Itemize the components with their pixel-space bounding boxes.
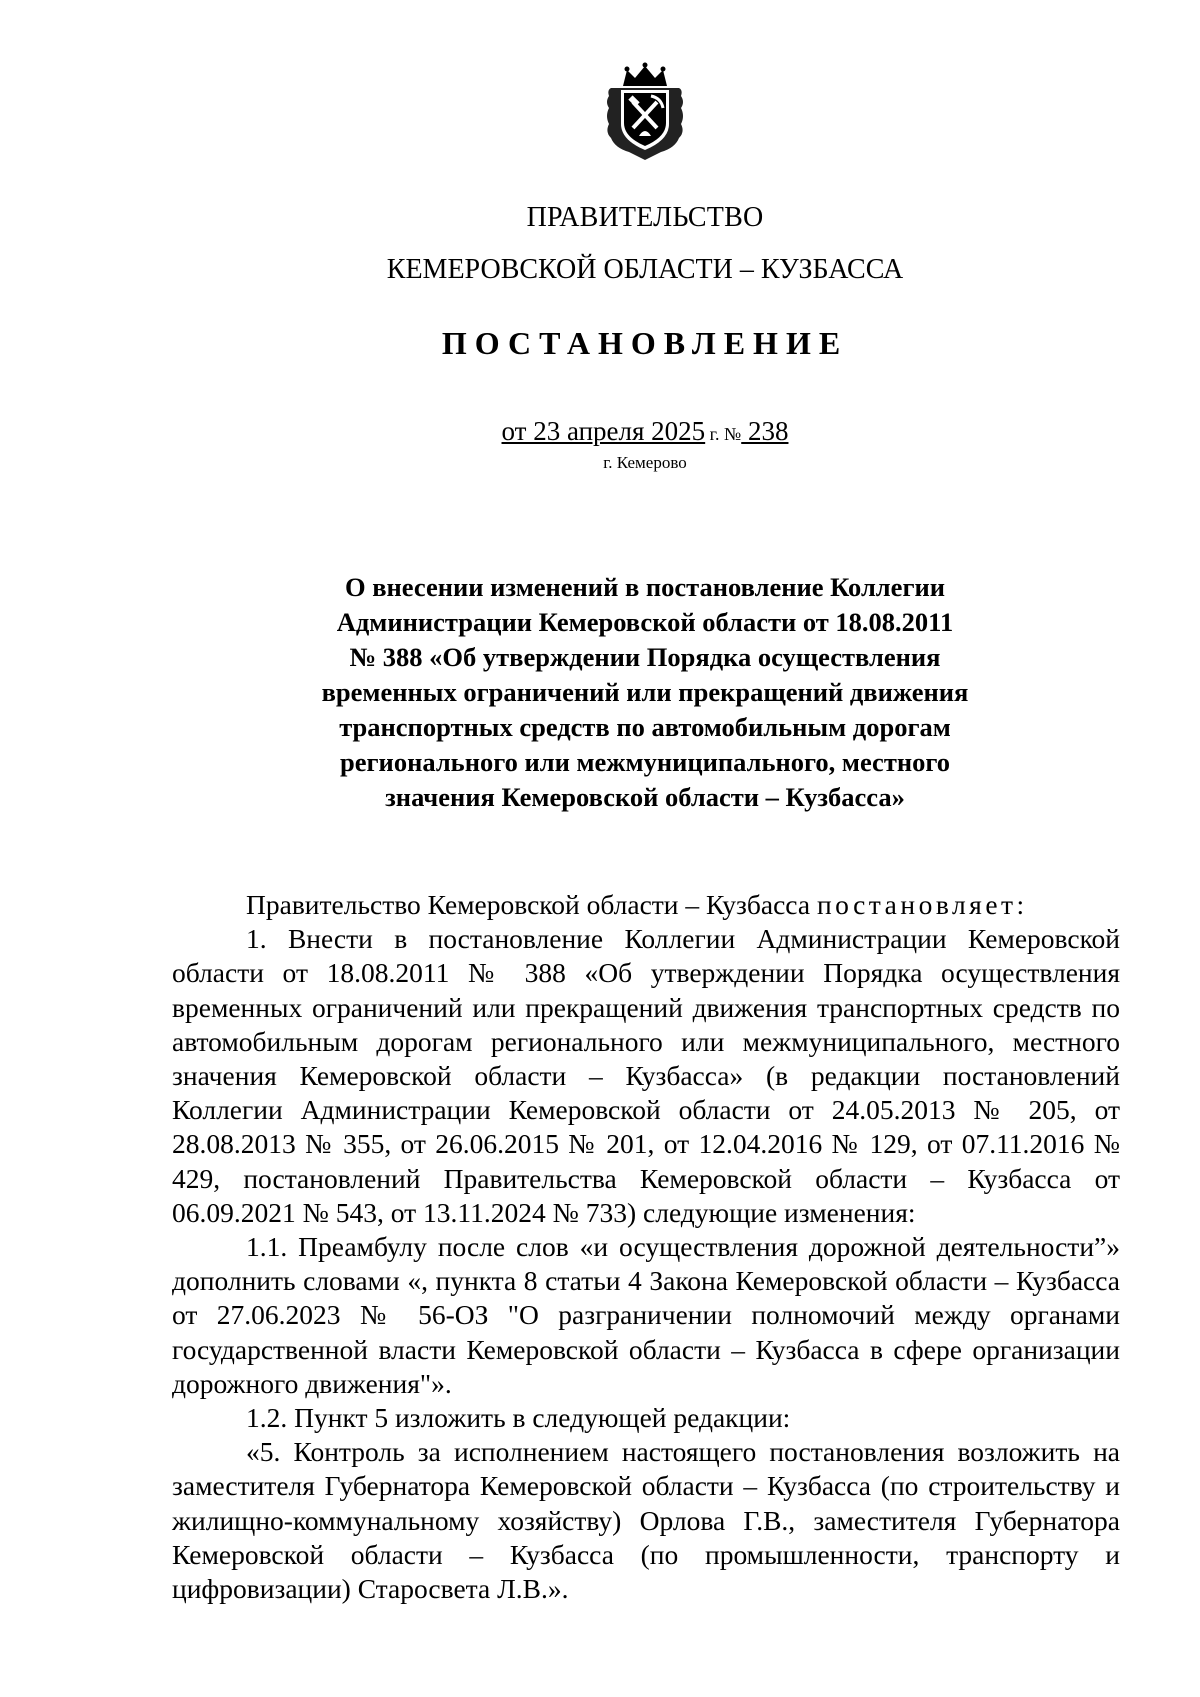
subject-line: регионального или межмуниципального, местного (340, 747, 950, 777)
document-number: 238 (741, 416, 789, 446)
document-date-number (0, 416, 1200, 447)
subject-line: значения Кемеровской области – Кузбасса» (385, 782, 905, 812)
document-subject (250, 570, 1040, 815)
organization-name-line2: КЕМЕРОВСКОЙ ОБЛАСТИ – КУЗБАССА (386, 254, 904, 285)
subject-line: № 388 «Об утверждении Порядка осуществления (349, 642, 941, 672)
document-date: от 23 апреля 2025 (501, 416, 706, 446)
organization-name-line1: ПРАВИТЕЛЬСТВО (526, 202, 764, 233)
body-paragraph: 1.1. Преамбулу после слов «и осуществления дорожной деятельности”» дополнить словами «, пункта 8 статьи 4 Закона Кемеровской области – Кузбасса от 27.06.2023 № 56-ОЗ "О разграничении полномочий между органами государственной власти Кемеровской области – Кузбасса в сфере организации дорожного движения"». (172, 1231, 1120, 1399)
document-city: г. Кемерово (603, 453, 687, 472)
preamble-spaced-text: постановляет: (816, 889, 1028, 920)
document-type-title: ПОСТАНОВЛЕНИЕ (441, 325, 849, 361)
subject-line: транспортных средств по автомобильным дорогам (339, 712, 951, 742)
year-suffix: г. (705, 424, 725, 444)
subject-line: Администрации Кемеровской области от 18.08.2011 (336, 607, 954, 637)
body-paragraph: 1.2. Пункт 5 изложить в следующей редакции: (246, 1402, 791, 1434)
preamble-text: Правительство Кемеровской области – Кузбасса (246, 889, 817, 920)
subject-line: О внесении изменений в постановление Коллегии (344, 572, 946, 602)
document-body (172, 888, 1120, 1606)
number-sign: № (724, 424, 742, 444)
preamble-paragraph (172, 888, 1120, 922)
coat-of-arms-emblem (603, 62, 687, 162)
body-paragraph: 1. Внести в постановление Коллегии Администрации Кемеровской области от 18.08.2011 № 388 «Об утверждении Порядка осуществления временных ограничений или прекращений движения транспортных средств по автомобильным дорогам регионального или межмуниципального, местного значения Кемеровской области – Кузбасса» (в редакции постановлений Коллегии Администрации Кемеровской области от 24.05.2013 № 205, от 28.08.2013 № 355, от 26.06.2015 № 201, от 12.04.2016 № 129, от 07.11.2016 № 429, постановлений Правительства Кемеровской области – Кузбасса от 06.09.2021 № 543, от 13.11.2024 № 733) следующие изменения: (172, 923, 1120, 1228)
subject-line: временных ограничений или прекращений движения (321, 677, 969, 707)
body-paragraph: «5. Контроль за исполнением настоящего постановления возложить на заместителя Губернатора Кемеровской области – Кузбасса (по строительству и жилищно-коммунальному хозяйству) Орлова Г.В., заместителя Губернатора Кемеровской области – Кузбасса (по промышленности, транспорту и цифровизации) Старосвета Л.В.». (172, 1436, 1120, 1605)
